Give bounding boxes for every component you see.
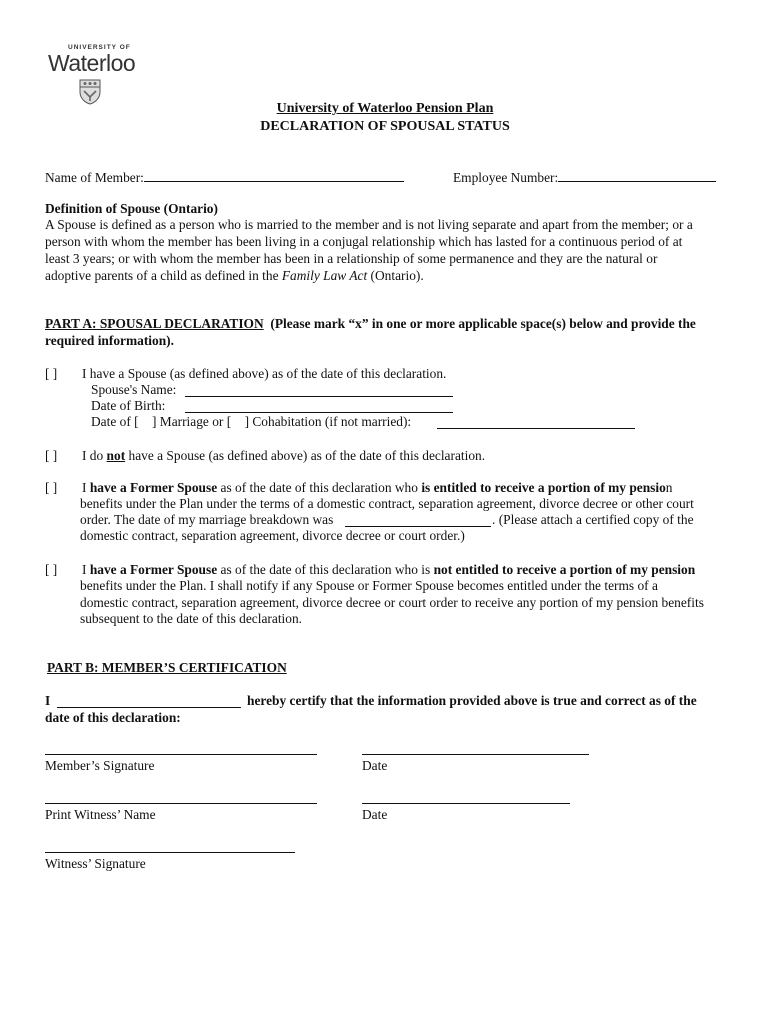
member-signature-label: Member’s Signature [45,758,155,773]
certification-text: hereby certify that the information provided above is true and correct as of the [247,693,697,708]
option-no-spouse [82,448,485,464]
option-former-spouse-not-entitled [82,562,695,578]
breakdown-date-blank[interactable] [345,526,491,527]
option-has-spouse: I have a Spouse (as defined above) as of the date of this declaration. [82,366,447,381]
family-law-act: Family Law Act [281,268,368,283]
employee-number-blank[interactable] [558,169,716,182]
checkbox-no-spouse[interactable]: [ ] [45,448,58,463]
opt2-not: not [106,448,126,463]
checkbox-has-spouse[interactable]: [ ] [45,366,58,381]
part-a-heading: PART A: SPOUSAL DECLARATION [45,316,264,331]
witness-signature-line[interactable] [45,852,295,853]
opt3-line-3-pre: order. The date of my marriage breakdown was [80,512,334,527]
opt4-bold2: not entitled to receive a portion of my pension [433,562,696,577]
part-b-heading: PART B: MEMBER’S CERTIFICATION [47,660,287,675]
cert-i: I [45,693,51,708]
opt3-line-2: benefits under the Plan under the terms of a domestic contract, separation agreement, divorce decree or other court [80,496,694,511]
opt2-post: have a Spouse (as defined above) as of the date of this declaration. [125,448,486,463]
definition-line-4-pre: adoptive parents of a child as defined in the [45,268,282,283]
date-of-birth-label: Date of Birth: [91,398,166,413]
member-name-label: Name of Member: [45,170,144,185]
opt4-line-3: domestic contract, separation agreement, divorce decree or court order to receive any portion of my pension benefits [80,595,704,610]
opt3-line-3 [80,512,333,528]
marriage-option[interactable]: ] Marriage or [ [151,414,232,429]
date-line-1[interactable] [362,754,589,755]
opt3-i: I [82,480,90,495]
part-a-instruction-2: required information). [45,333,174,348]
date-of-row [91,414,411,430]
opt3-mid: as of the date of this declaration who [217,480,422,495]
date-of-birth-blank[interactable] [185,412,453,413]
cohabitation-option[interactable]: ] Cohabitation (if not married): [244,414,412,429]
spouse-name-blank[interactable] [185,396,453,397]
part-a-instruction: (Please mark “x” in one or more applicable space(s) below and provide the [270,316,696,331]
witness-name-line[interactable] [45,803,317,804]
certifier-name-blank[interactable] [57,707,241,708]
cohabitation-date-blank[interactable] [437,428,635,429]
date-label-1: Date [362,758,388,773]
certification-line-2: date of this declaration: [45,710,181,725]
opt4-line-4: subsequent to the date of this declaration. [80,611,302,626]
date-label-2: Date [362,807,388,822]
opt3-line-3-post: . (Please attach a certified copy of the [492,512,694,527]
witness-name-label: Print Witness’ Name [45,807,156,822]
date-line-2[interactable] [362,803,570,804]
employee-number-label: Employee Number: [453,170,559,185]
spouse-name-label: Spouse's Name: [91,382,177,397]
definition-heading: Definition of Spouse (Ontario) [45,201,218,216]
member-name-field[interactable] [45,169,404,186]
opt4-line-2: benefits under the Plan. I shall notify if any Spouse or Former Spouse becomes entitled under the terms of a [80,578,658,593]
option-former-spouse-entitled [82,480,673,496]
opt4-i: I [82,562,90,577]
member-name-blank[interactable] [144,169,404,182]
spouse-name-field[interactable] [91,382,176,398]
definition-line-1: A Spouse is defined as a person who is married to the member and is not living separate and apart from the member; or a [45,217,693,232]
plan-title: University of Waterloo Pension Plan [276,101,494,116]
certification-row [45,693,50,709]
opt3-bold1: have a Former Spouse [89,480,218,495]
opt3-end: n [665,480,673,495]
opt4-bold1: have a Former Spouse [89,562,218,577]
opt3-line-4: domestic contract, separation agreement, divorce decree or court order.) [80,528,465,543]
opt3-bold2: is entitled to receive a portion of my pensio [421,480,666,495]
checkbox-former-spouse-entitled[interactable]: [ ] [45,480,58,495]
member-signature-line[interactable] [45,754,317,755]
date-of-label[interactable]: Date of [ [91,414,139,429]
opt2-pre: I do [82,448,107,463]
definition-line-4-post: (Ontario). [367,268,424,283]
checkbox-former-spouse-not-entitled[interactable]: [ ] [45,562,58,577]
opt4-mid: as of the date of this declaration who is [217,562,434,577]
definition-line-2: person with whom the member has been living in a conjugal relationship which has lasted for a continuous period of at [45,234,683,249]
logo-top-text: UNIVERSITY OF [68,44,131,51]
witness-signature-label: Witness’ Signature [45,856,146,871]
document-title: DECLARATION OF SPOUSAL STATUS [260,119,510,134]
definition-line-4 [45,268,424,284]
part-a-heading-row [45,316,696,332]
logo-name: Waterloo [48,50,136,76]
employee-number-field[interactable] [453,169,716,186]
definition-line-3: least 3 years; or with whom the member has been in a relationship of some permanence and they are the natural or [45,251,658,266]
